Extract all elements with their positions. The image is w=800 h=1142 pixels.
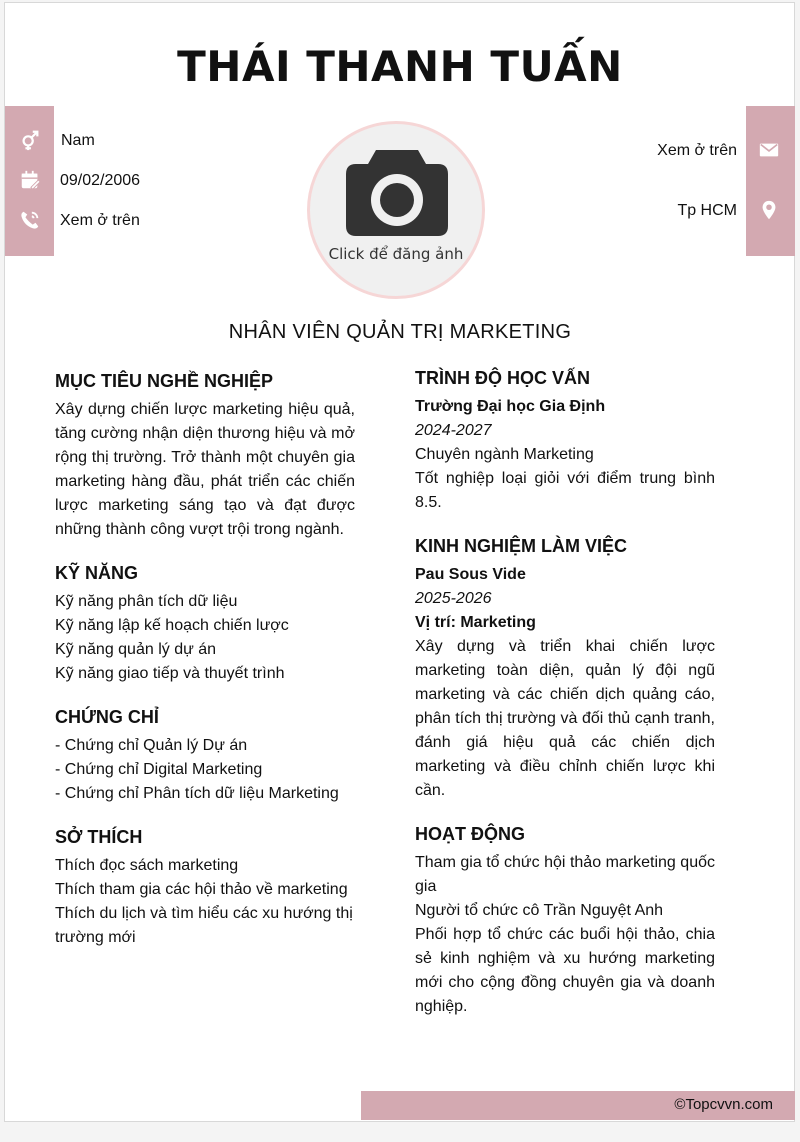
experience-description: Xây dựng và triển khai chiến lược marketing toàn diện, quản lý đội ngũ marketing và các chiến dịch quảng cáo, phân tích thị trường và đối thủ cạnh tranh, đánh giá hiệu quả các chiến dịch marketing và điều chỉnh chiến lược khi cần.: [415, 638, 715, 799]
photo-upload[interactable]: [307, 121, 485, 299]
email-value: Xem ở trên: [657, 142, 737, 159]
right-column: [415, 365, 715, 1037]
candidate-name: THÁI THANH TUẤN: [177, 42, 623, 91]
experience-heading: KINH NGHIỆM LÀM VIỆC: [415, 536, 628, 556]
photo-caption: Click để đăng ảnh: [328, 245, 464, 263]
mail-icon: [758, 139, 780, 161]
experience-position: Vị trí: Marketing: [415, 614, 536, 631]
activities-heading: HOẠT ĐỘNG: [415, 824, 525, 844]
hobby-item: Thích đọc sách marketing: [55, 857, 239, 874]
job-title: NHÂN VIÊN QUẢN TRỊ MARKETING: [228, 321, 572, 343]
school-name: Trường Đại học Gia Định: [415, 398, 606, 415]
address-value: Tp HCM: [677, 202, 737, 219]
skills-section: [55, 560, 355, 686]
objective-heading: MỤC TIÊU NGHỀ NGHIỆP: [55, 371, 274, 391]
activity-organizer: Người tổ chức cô Trần Nguyệt Anh: [415, 902, 664, 919]
activity-description: Phối hợp tổ chức các buổi hội thảo, chia sẻ kinh nghiệm và xu hướng marketing mới cho cộng đồng chuyên gia và doanh nghiệp.: [415, 926, 715, 1015]
contact-bar-right: [746, 106, 795, 256]
experience-period: 2025-2026: [415, 590, 492, 607]
education-major: Chuyên ngành Marketing: [415, 446, 594, 463]
objective-text: Xây dựng chiến lược marketing hiệu quả, tăng cường nhận diện thương hiệu và mở rộng thị trường. Trở thành một chuyên gia marketing hàng đầu, phát triển các chiến lược marketing sáng tạo và đạt được những thành công vượt trội trong ngành.: [55, 401, 355, 538]
skill-item: Kỹ năng lập kế hoạch chiến lược: [55, 617, 289, 634]
education-period: 2024-2027: [415, 422, 492, 439]
gender-icon: [19, 129, 41, 151]
hobby-item: Thích tham gia các hội thảo về marketing: [55, 881, 348, 898]
certificate-item: - Chứng chỉ Phân tích dữ liệu Marketing: [55, 785, 339, 802]
certificates-section: [55, 704, 355, 806]
hobbies-heading: SỞ THÍCH: [55, 827, 143, 847]
objective-section: [55, 368, 355, 542]
skill-item: Kỹ năng giao tiếp và thuyết trình: [55, 665, 285, 682]
hobbies-section: [55, 824, 355, 950]
left-column: [55, 368, 355, 968]
skill-item: Kỹ năng phân tích dữ liệu: [55, 593, 238, 610]
education-section: [415, 365, 715, 515]
birthdate-value: 09/02/2006: [60, 172, 141, 189]
footer-credit: ©Topcvvn.com: [674, 1096, 773, 1113]
footer-bar: [361, 1091, 795, 1120]
calendar-icon: [19, 169, 41, 191]
skill-item: Kỹ năng quản lý dự án: [55, 641, 217, 658]
phone-value: Xem ở trên: [60, 212, 140, 229]
skills-heading: KỸ NĂNG: [55, 563, 139, 583]
hobby-item: Thích du lịch và tìm hiểu các xu hướng thị trường mới: [55, 905, 353, 946]
education-heading: TRÌNH ĐỘ HỌC VẤN: [415, 368, 590, 388]
activities-section: [415, 821, 715, 1019]
certificate-item: - Chứng chỉ Digital Marketing: [55, 761, 263, 778]
activity-name: Tham gia tổ chức hội thảo marketing quốc gia: [415, 854, 715, 895]
camera-icon: [346, 150, 448, 236]
experience-section: [415, 533, 715, 803]
location-pin-icon: [758, 199, 780, 221]
certificates-heading: CHỨNG CHỈ: [55, 707, 159, 727]
company-name: Pau Sous Vide: [415, 566, 526, 583]
phone-icon: [19, 209, 41, 231]
gender-value: Nam: [61, 132, 95, 149]
education-note: Tốt nghiệp loại giỏi với điểm trung bình 8.5.: [415, 470, 715, 511]
certificate-item: - Chứng chỉ Quản lý Dự án: [55, 737, 248, 754]
